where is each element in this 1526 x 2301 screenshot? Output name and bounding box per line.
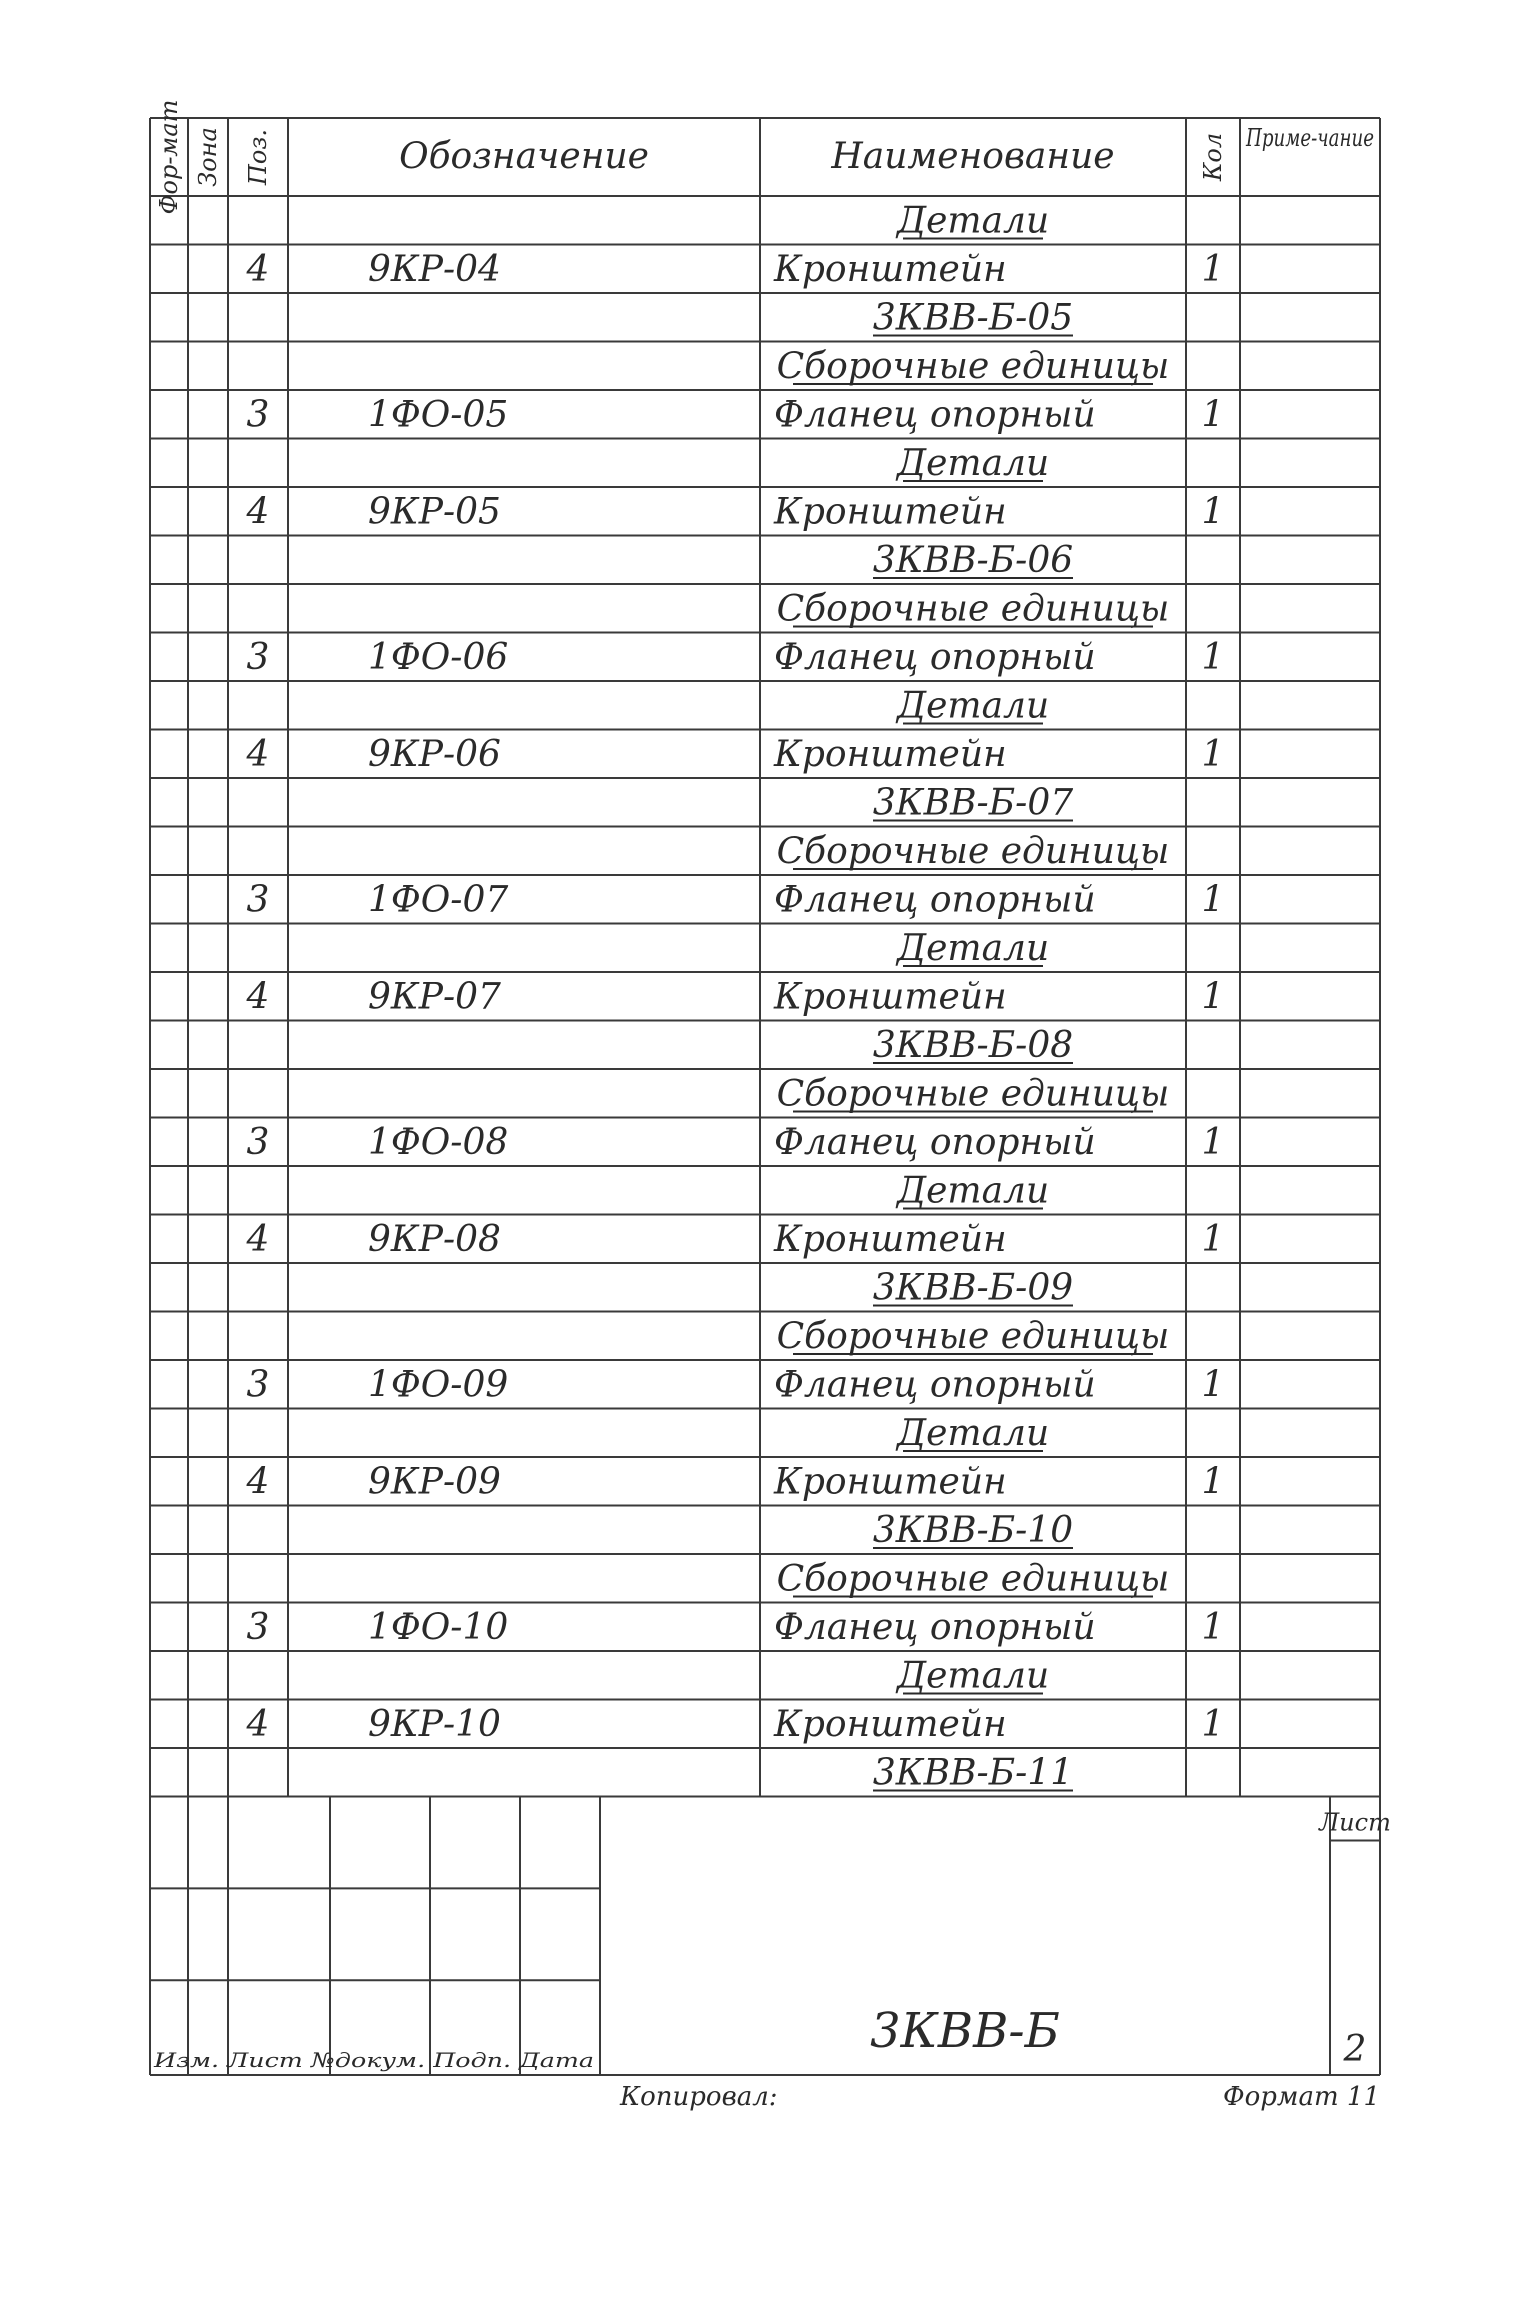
format-label: Формат 11 [1223, 2082, 1380, 2112]
table-row [246, 492, 1225, 533]
row-qty: 1 [1201, 249, 1225, 290]
table-row [873, 1025, 1073, 1066]
row-designation: 1ФО-07 [368, 879, 509, 921]
row-pos: 4 [246, 1461, 270, 1503]
header-name: Наименование [831, 136, 1115, 177]
table-row [777, 589, 1170, 630]
table-row [873, 1268, 1073, 1309]
row-section-heading: Детали [896, 928, 1050, 969]
table-row [247, 1607, 1225, 1648]
row-name: Кронштейн [774, 976, 1007, 1018]
table-row [246, 1704, 1225, 1745]
row-designation: 1ФО-06 [368, 637, 509, 678]
row-section-heading: 3КВВ-Б-08 [872, 1025, 1074, 1066]
row-section-heading: 3КВВ-Б-05 [872, 297, 1074, 339]
table-header [155, 100, 1374, 215]
row-qty: 1 [1201, 491, 1225, 533]
table-row [777, 831, 1170, 872]
table-row [246, 1219, 1225, 1260]
row-section-heading: 3КВВ-Б-06 [872, 540, 1074, 581]
header-qty: Кол [1199, 132, 1227, 182]
table-row [247, 880, 1225, 921]
row-section-heading: 3КВВ-Б-07 [872, 782, 1074, 824]
table-row [873, 783, 1073, 824]
row-section-heading: Детали [896, 1170, 1050, 1212]
row-section-heading: Сборочные единицы [776, 588, 1170, 630]
row-pos: 4 [246, 249, 270, 290]
table-row [895, 201, 1049, 242]
row-name: Фланец опорный [774, 394, 1096, 436]
row-section-heading: 3КВВ-Б-10 [872, 1510, 1074, 1551]
row-designation: 9КР-10 [368, 1704, 501, 1745]
table-row [777, 346, 1170, 387]
row-name: Фланец опорный [774, 1607, 1096, 1648]
table-row [895, 1413, 1049, 1454]
row-qty: 1 [1201, 1607, 1225, 1648]
row-name: Фланец опорный [774, 637, 1096, 678]
header-zone: Зона [194, 127, 222, 187]
row-pos: 3 [246, 637, 270, 678]
row-section-heading: Сборочные единицы [776, 1316, 1170, 1357]
row-name: Фланец опорный [774, 1364, 1096, 1406]
header-pos: Поз. [244, 128, 272, 186]
table-row [246, 977, 1225, 1018]
table-row [895, 443, 1049, 484]
table-row [777, 1316, 1170, 1357]
row-name: Фланец опорный [774, 879, 1096, 921]
row-pos: 3 [246, 1364, 270, 1406]
row-pos: 3 [246, 879, 270, 921]
title-block [150, 1797, 1391, 2113]
row-qty: 1 [1201, 1219, 1225, 1260]
header-note: Приме-чание [1245, 124, 1374, 152]
row-section-heading: Детали [896, 1655, 1050, 1697]
row-qty: 1 [1201, 1364, 1225, 1406]
table-row [247, 637, 1225, 678]
row-designation: 1ФО-10 [368, 1607, 509, 1648]
row-pos: 4 [246, 734, 270, 775]
header-format: Фор-мат [155, 99, 183, 215]
table-row [873, 540, 1073, 581]
row-qty: 1 [1201, 734, 1225, 775]
row-designation: 1ФО-05 [368, 394, 509, 436]
row-designation: 9КР-09 [368, 1461, 501, 1503]
sheet-number: 2 [1343, 2029, 1367, 2070]
table-row [895, 1171, 1049, 1212]
row-name: Кронштейн [774, 734, 1007, 775]
row-section-heading: Сборочные единицы [776, 1073, 1170, 1115]
table-grid [150, 118, 1380, 1797]
row-designation: 1ФО-09 [368, 1364, 509, 1406]
row-name: Кронштейн [774, 491, 1007, 533]
row-designation: 9КР-04 [368, 249, 501, 290]
row-qty: 1 [1201, 1461, 1225, 1503]
row-pos: 4 [246, 976, 270, 1018]
table-row [777, 1559, 1170, 1600]
table-row [247, 395, 1225, 436]
row-pos: 4 [246, 1219, 270, 1260]
row-name: Кронштейн [774, 1219, 1007, 1260]
row-section-heading: Сборочные единицы [776, 831, 1170, 872]
document-code: 3КВВ-Б [870, 2003, 1060, 2059]
table-row [246, 249, 1225, 290]
row-designation: 9КР-05 [368, 491, 501, 533]
row-section-heading: Сборочные единицы [776, 1558, 1170, 1600]
row-qty: 1 [1201, 976, 1225, 1018]
row-section-heading: 3КВВ-Б-09 [872, 1267, 1074, 1309]
table-row [247, 1122, 1225, 1163]
header-designation: Обозначение [399, 136, 649, 177]
table-row [873, 1753, 1073, 1794]
table-row [895, 928, 1049, 969]
row-section-heading: Детали [896, 1413, 1050, 1454]
table-row [247, 1365, 1225, 1406]
row-designation: 1ФО-08 [368, 1122, 509, 1163]
table-row [246, 1462, 1225, 1503]
row-qty: 1 [1201, 394, 1225, 436]
row-qty: 1 [1201, 879, 1225, 921]
row-pos: 4 [246, 491, 270, 533]
row-name: Кронштейн [774, 1461, 1007, 1503]
row-qty: 1 [1201, 1122, 1225, 1163]
row-section-heading: 3КВВ-Б-11 [872, 1752, 1074, 1794]
row-pos: 3 [246, 394, 270, 436]
row-pos: 3 [246, 1607, 270, 1648]
row-qty: 1 [1201, 637, 1225, 678]
row-designation: 9КР-08 [368, 1219, 501, 1260]
sheet-label: Лист [1319, 1808, 1391, 1837]
row-name: Фланец опорный [774, 1122, 1096, 1163]
copied-by-label: Копировал: [620, 2082, 778, 2112]
table-row [246, 734, 1225, 775]
table-row [777, 1074, 1170, 1115]
row-section-heading: Детали [896, 685, 1050, 727]
row-name: Кронштейн [774, 1704, 1007, 1745]
table-row [873, 1510, 1073, 1551]
row-designation: 9КР-07 [368, 976, 501, 1018]
row-pos: 3 [246, 1122, 270, 1163]
row-designation: 9КР-06 [368, 734, 501, 775]
row-section-heading: Сборочные единицы [776, 346, 1170, 387]
row-qty: 1 [1201, 1704, 1225, 1745]
row-pos: 4 [246, 1704, 270, 1745]
table-row [895, 686, 1049, 727]
row-name: Кронштейн [774, 249, 1007, 290]
table-row [895, 1656, 1049, 1697]
row-section-heading: Детали [896, 443, 1050, 484]
revision-labels: Изм. Лист №докум. Подп. Дата [152, 2048, 594, 2072]
table-row [873, 298, 1073, 339]
row-section-heading: Детали [896, 200, 1050, 242]
